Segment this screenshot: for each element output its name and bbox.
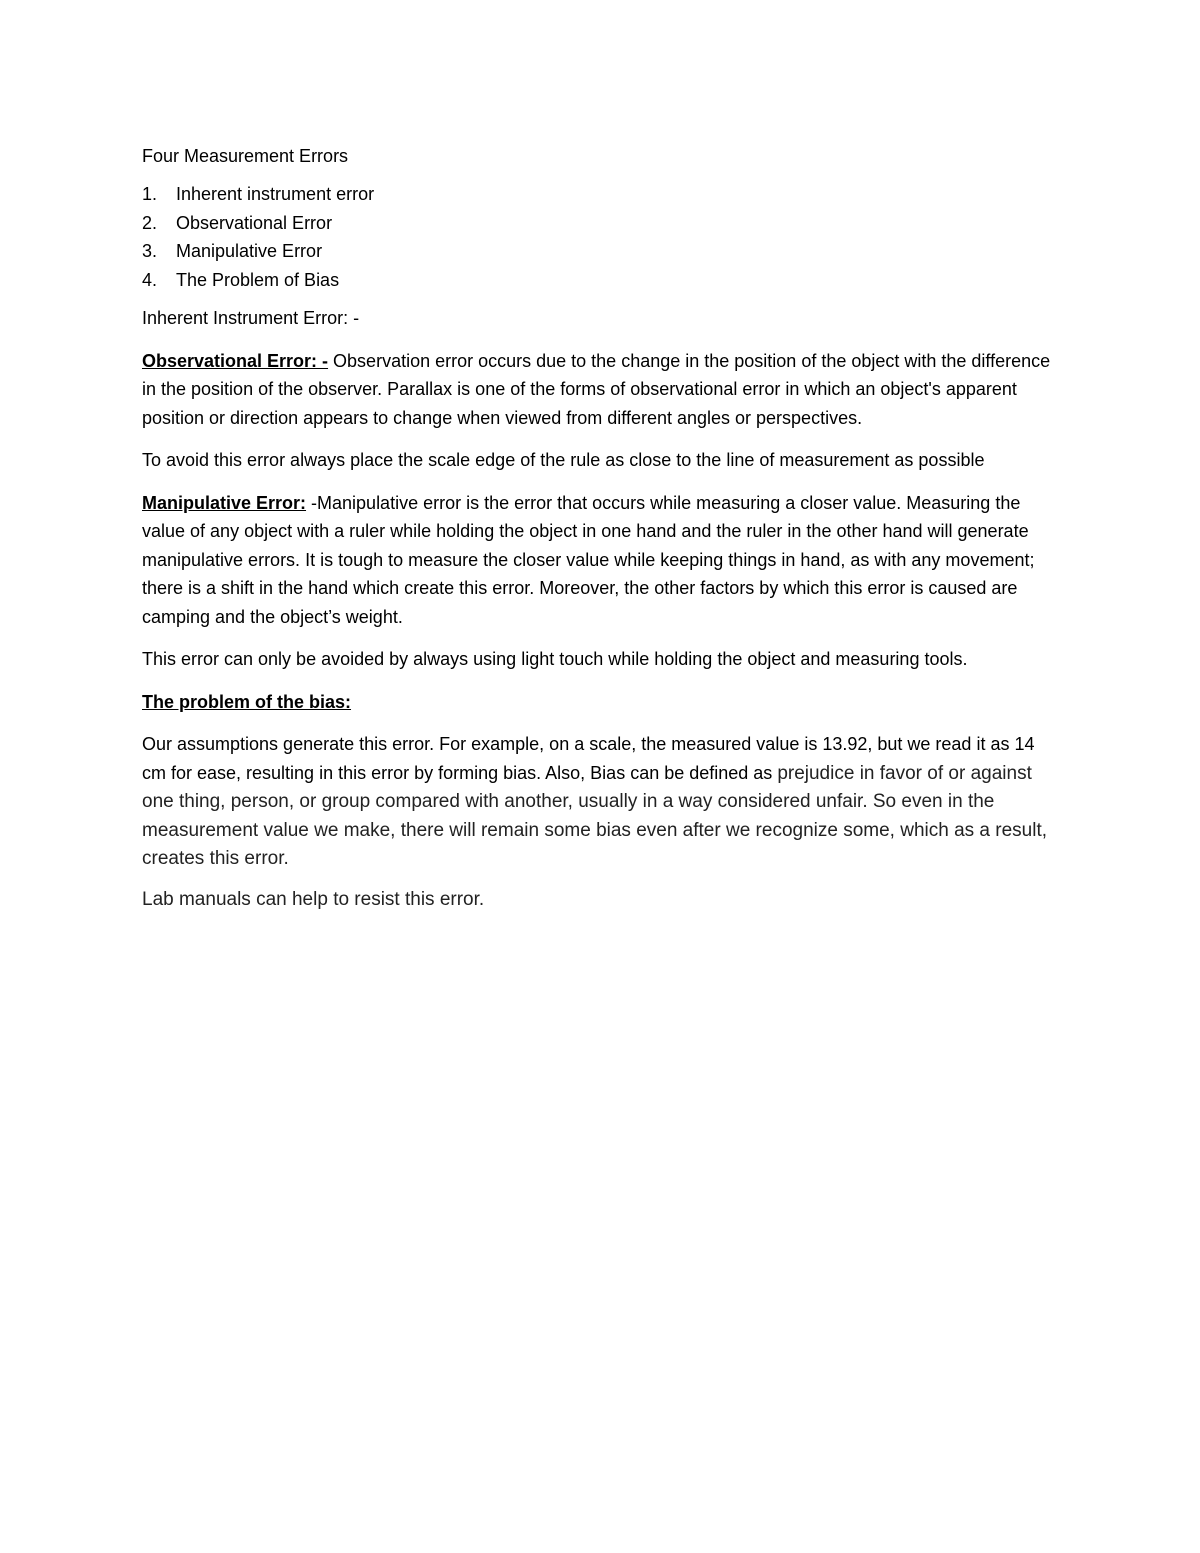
observational-error-avoidance: To avoid this error always place the scale edge of the rule as close to the line of measurement as possible (142, 450, 985, 470)
manipulative-error-paragraph (142, 489, 1060, 632)
list-item (142, 266, 1060, 295)
manipulative-error-avoidance: This error can only be avoided by always using light touch while holding the object and measuring tools. (142, 649, 968, 669)
list-item-text: Inherent instrument error (176, 184, 375, 204)
document-title: Four Measurement Errors (142, 146, 349, 166)
list-item (142, 209, 1060, 238)
manipulative-error-heading: Manipulative Error: (142, 492, 307, 513)
bias-paragraph (142, 730, 1060, 873)
document-content (142, 143, 1060, 913)
list-item (142, 180, 1060, 209)
bias-section-heading-block (142, 688, 1060, 717)
list-item-text: Manipulative Error (176, 241, 323, 261)
observational-error-heading: Observational Error: - (142, 350, 329, 371)
errors-list (142, 180, 1060, 294)
list-item-text: Observational Error (176, 212, 333, 233)
list-item-text: The Problem of Bias (176, 269, 340, 290)
list-item-number: 3. (142, 241, 158, 261)
observational-error-body: Observation error occurs due to the change in the position of the object with the difference in the position of the observer. Parallax is one of the forms of observational error in which an object's apparent position or direction appears to change when viewed from different angles or perspectives. (142, 350, 1051, 428)
bias-body-tail: prejudice in favor of or against one thing, person, or group compared with another, usually in a way considered unfair. So even in the measurement value we make, there will remain some bias even after we recognize some, which as a result, creates this error. (142, 762, 1048, 869)
manipulative-error-body: -Manipulative error is the error that occurs while measuring a closer value. Measuring the value of any object with a ruler while holding the object in one hand and the ruler in the other hand will generate manipulative errors. It is tough to measure the closer value while keeping things in hand, as with any movement; there is a shift in the hand which create this error. Moreover, the other factors by which this error is caused are camping and the object’s weight. (142, 492, 1035, 627)
list-item-number: 4. (142, 269, 158, 290)
list-item (142, 237, 1060, 266)
observational-error-paragraph (142, 347, 1060, 433)
list-item-number: 1. (142, 184, 158, 204)
inherent-error-heading: Inherent Instrument Error: - (142, 308, 360, 328)
list-item-number: 2. (142, 212, 158, 233)
bias-body-start: Our assumptions generate this error. For example, on a scale, the measured value is 13.92, but we read it as 14 cm for ease, resulting in this error by forming bias. Also, Bias can be defined as (142, 734, 1035, 783)
bias-heading: The problem of the bias: (142, 691, 352, 712)
lab-manual-note: Lab manuals can help to resist this error. (142, 888, 485, 910)
